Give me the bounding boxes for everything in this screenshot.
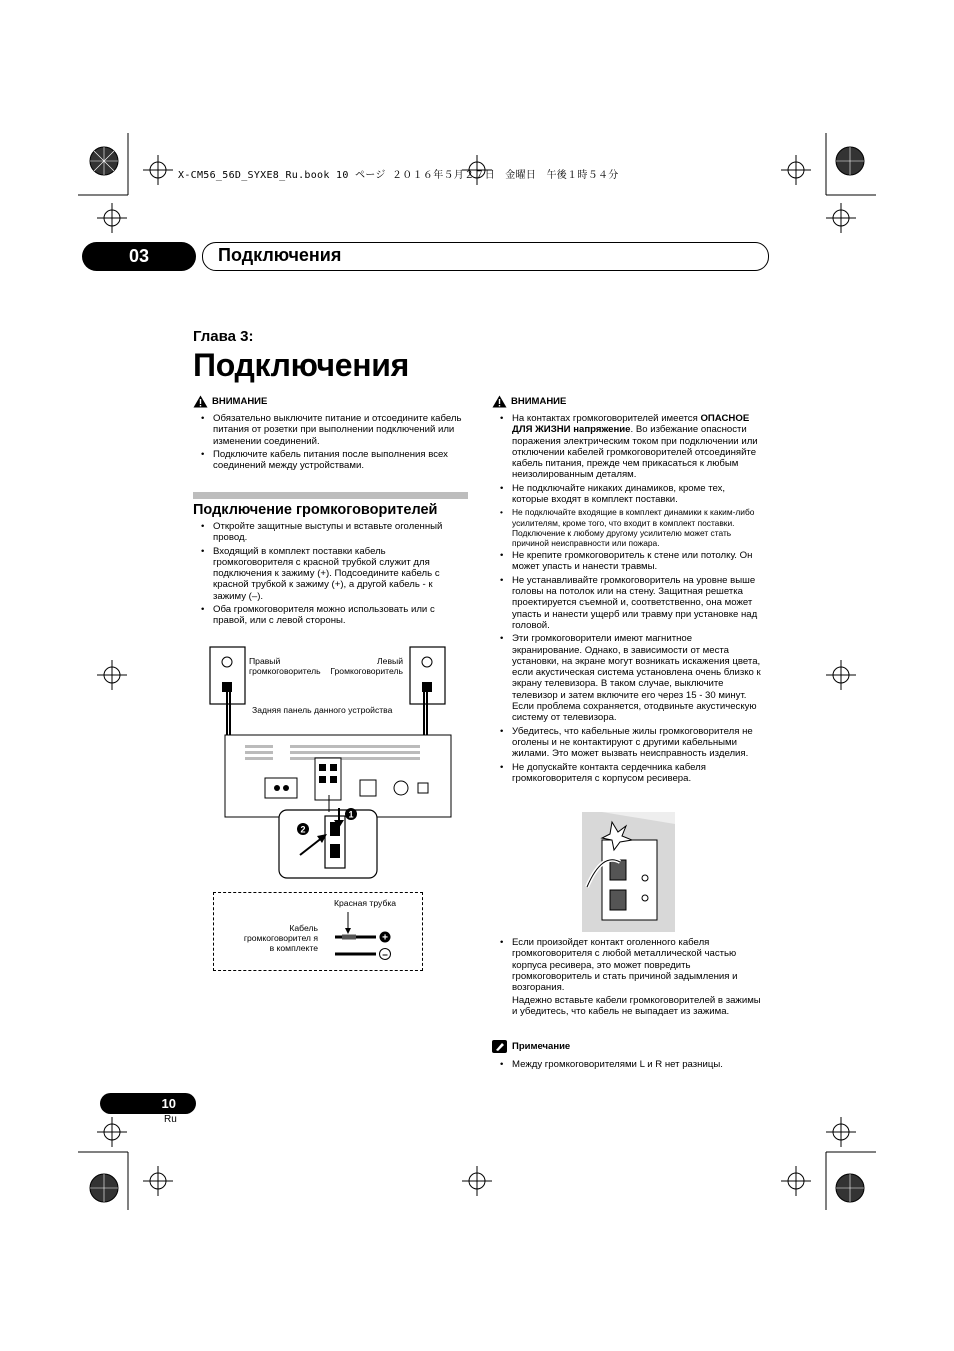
list-item: • Не подключайте входящие в комплект динамики к каким-либо усилителям, кроме того, что входит в комплект поставки. Подключение к любому другому усилителю может стать причиной неисправности или пожара. [492, 507, 762, 548]
list-item: • Подключите кабель питания после выполнения всех соединений между устройствами. [193, 449, 468, 472]
terminal-illustration [582, 812, 675, 932]
page-title: Подключения [193, 347, 410, 383]
warning-left-title: ВНИМАНИЕ [212, 396, 268, 407]
list-item: • Не допускайте контакта сердечника кабеля громкоговорителя с корпусом ресивера. [492, 762, 762, 785]
warning-right-heading [492, 395, 762, 408]
plus-sign: + [382, 932, 388, 944]
list-item: • Убедитесь, что кабельные жилы громкоговорителя не оголены и не контактируют с другими кабельными жилами. Это может вызвать неисправность изделия. [492, 726, 762, 760]
step-1-label: 1 [348, 809, 354, 820]
note-list [492, 1059, 762, 1070]
list-item: • Откройте защитные выступы и вставьте оголенный провод. [193, 521, 468, 544]
cable-label: Кабель громкоговорител я в комплекте [243, 923, 318, 953]
list-item: • Оба громкоговорителя можно использовать или с правой, или с левой стороны. [193, 604, 468, 627]
connection-diagram [205, 640, 465, 885]
step-2-label: 2 [300, 824, 306, 835]
warning-left-heading [193, 395, 468, 408]
text-part: . Во избежание опасности поражения электрическим током при подключении или отключении кабелей громкоговорителей отсоединяйте кабель питания, прежде чем прикасаться к любым неизолированным деталям. [512, 424, 758, 481]
rear-panel-label: Задняя панель данного устройства [252, 705, 393, 715]
list-item: • Обязательно выключите питание и отсоедините кабель питания от розетки при выполнении подключений или изменении соединений. [193, 413, 468, 447]
warning-right-extra: Надежно вставьте кабели громкоговорителей в зажимы и убедитесь, что кабель не выпадает из зажима. [512, 995, 761, 1018]
list-item: • Если произойдет контакт оголенного кабеля громкоговорителя с любой металлической частью корпуса ресивера, это может повредить громкоговоритель и стать причиной задымления и возгорания. [492, 937, 762, 993]
list-item: • Между громкоговорителями L и R нет разницы. [492, 1059, 762, 1070]
chapter-label: Глава 3: [193, 328, 254, 345]
note-title: Примечание [512, 1041, 571, 1052]
warning-right [492, 395, 762, 786]
list-item: • Не подключайте никаких динамиков, кроме тех, которые входят в комплект поставки. [492, 483, 762, 506]
warning-left-list [193, 413, 468, 471]
list-item: • Входящий в комплект поставки кабель громкоговорителя с красной трубкой служит для подключения к зажиму (+). Подсоедините кабель с красной трубкой к зажиму (+), а другой кабель - к зажиму (–). [193, 546, 468, 602]
warning-right-list [492, 413, 762, 784]
print-info: X-CM56_56D_SYXE8_Ru.book 10 ページ ２０１６年５月２７日 金曜日 午後１時５４分 [178, 170, 619, 181]
note [492, 1040, 762, 1072]
text-part: На контактах громкоговорителей имеется [512, 413, 701, 424]
speakers-instructions [193, 521, 468, 629]
list-item: • Не устанавливайте громкоговоритель на уровне выше головы на потолок или на стену. Защитная решетка проектируется съемной и, соответственно, она может упасть и нанести ущерб или травму при установке над головой. [492, 575, 762, 631]
page-number: 10 [100, 1093, 196, 1114]
warning-icon [193, 395, 208, 408]
warning-right-title: ВНИМАНИЕ [511, 396, 567, 407]
note-icon [492, 1040, 507, 1053]
cable-illustration [330, 910, 392, 962]
minus-sign: – [382, 949, 388, 961]
right-speaker-label: Правый громкоговоритель [249, 656, 321, 676]
list-item [492, 413, 762, 481]
warning-icon [492, 395, 507, 408]
section-title: Подключение громкоговорителей [193, 502, 438, 518]
note-heading [492, 1040, 762, 1053]
list-item: • Не крепите громкоговоритель к стене или потолку. Он может упасть и нанести травмы. [492, 550, 762, 573]
left-speaker-label: Левый Громкоговоритель [330, 656, 403, 676]
warning-right-list-continued [492, 937, 762, 995]
section-bar [193, 492, 468, 499]
red-tube-label: Красная трубка [334, 898, 397, 908]
text-bold: ОПАСНОЕ ДЛЯ ЖИЗНИ напряжение [512, 413, 750, 436]
warning-left [193, 395, 468, 473]
chapter-header-title: Подключения [218, 245, 342, 265]
list-item: • Эти громкоговорители имеют магнитное экранирование. Однако, в зависимости от места установки, на экране могут возникать искажения цвета, если акустическая система установлена очень близко к экрану телевизора. В таком случае, выключите телевизор и затем включите его через 15 - 30 минут. Если проблема сохраняется, отодвиньте акустическую систему от телевизора. [492, 633, 762, 723]
chapter-number-badge: 03 [82, 242, 196, 271]
language-code: Ru [164, 1114, 177, 1125]
